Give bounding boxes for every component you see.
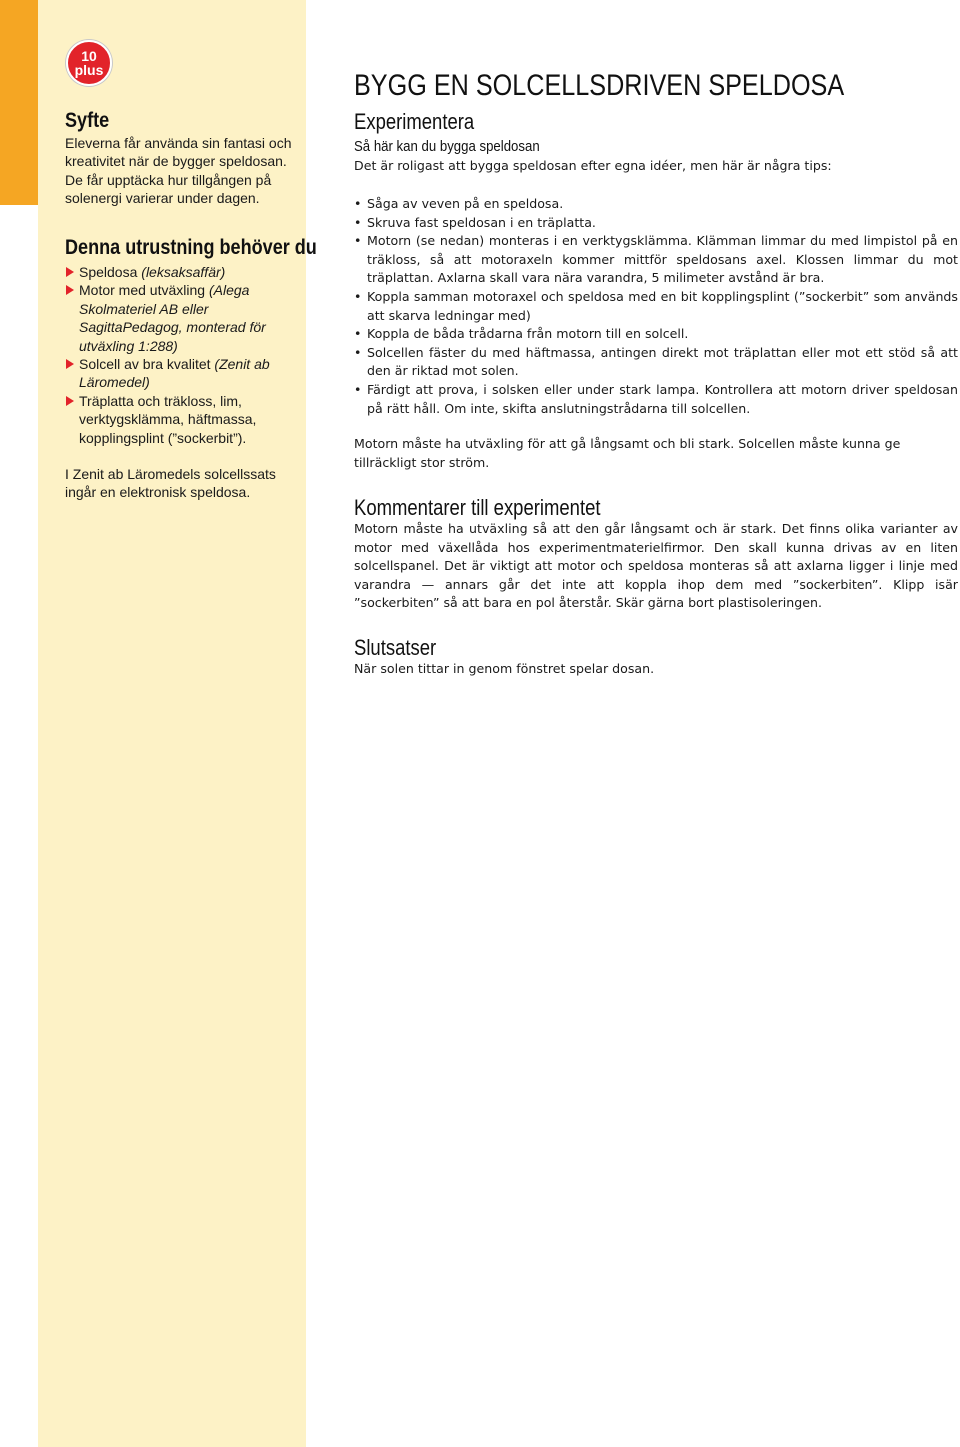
solar-kit-note: I Zenit ab Läromedels solcellssats ingår en elektronisk speldosa. xyxy=(65,466,276,501)
bullet-icon: • xyxy=(354,326,362,342)
howto-heading: Så här kan du bygga speldosan xyxy=(354,138,540,155)
page-title: BYGG EN SOLCELLSDRIVEN SPELDOSA xyxy=(354,69,845,102)
sidebar-panel xyxy=(38,0,317,1447)
list-item: • Koppla samman motoraxel och speldosa med en bit kopplingsplint (”sockerbit” som används att skarva ledningar med) xyxy=(354,288,958,323)
badge-number: 10 xyxy=(81,48,97,64)
equipment-section xyxy=(65,235,317,447)
bullet-icon: • xyxy=(354,214,362,230)
intro-text: Det är roligast att bygga speldosan efter egna idéer, men här är några tips: xyxy=(354,158,832,173)
bullet-icon: • xyxy=(354,344,362,360)
motor-note: Motorn måste ha utväxling för att gå långsamt och bli stark. Solcellen måste kunna ge tillräckligt stor ström. xyxy=(354,436,901,470)
comments-heading: Kommentarer till experimentet xyxy=(354,495,601,520)
ten-plus-badge-icon xyxy=(66,40,112,86)
triangle-bullet-icon xyxy=(66,396,74,406)
list-item: • Motorn (se nedan) monteras i en verktygsklämma. Klämman limmar du med limpistol på en träkloss, så att motoraxeln kommer mittför speldosans axel. Klossen limmar du mot träplattan. Axlarna skall vara nära varandra, 5 milimeter avstånd är bra. xyxy=(354,233,958,286)
triangle-bullet-icon xyxy=(66,359,74,369)
list-item: • Färdigt att prova, i solsken eller under stark lampa. Kontrollera att motorn driver speldosan på rätt håll. Om inte, skifta anslutningstrådarna till solcellen. xyxy=(354,381,958,416)
conclusions-text: När solen tittar in genom fönstret spelar dosan. xyxy=(354,661,655,676)
equipment-item: Solcell av bra kvalitet (Zenit ab Läromedel) xyxy=(65,355,303,392)
equipment-item: Motor med utväxling (Alega Skolmateriel AB eller SagittaPedagog, monterad för utväxling 1:288) xyxy=(65,281,303,355)
equipment-item: Träplatta och träkloss, lim, verktygsklämma, häftmassa, kopplingsplint (”sockerbit”). xyxy=(65,392,303,447)
syfte-section xyxy=(65,108,303,208)
syfte-text: Eleverna får använda sin fantasi och kreativitet när de bygger speldosan. De får upptäcka hur tillgången på solenergi varierar under dagen. xyxy=(65,135,292,207)
triangle-bullet-icon xyxy=(66,267,74,277)
bullet-icon: • xyxy=(354,381,362,397)
equipment-item: Speldosa (leksaksaffär) xyxy=(65,263,303,281)
syfte-heading: Syfte xyxy=(65,109,110,132)
tips-list xyxy=(354,195,958,418)
badge-label: plus xyxy=(74,62,104,78)
list-item: • Koppla de båda trådarna från motorn till en solcell. xyxy=(354,325,958,344)
comments-text: Motorn måste ha utväxling så att den går långsamt och är stark. Det finns olika varianter av motor med växellåda hos experimentmaterielfirmor. Den skall kunna drivas av en liten solcellspanel. Det är viktigt att motor och speldosa monteras så att axlarna ligger i linje med varandra — annars går det inte att koppla ihop dem med ”sockerbiten”. Klipp isär ”sockerbiten” så att bara en pol återstår. Skär gärna bort plastisoleringen. xyxy=(354,521,958,611)
list-item: • Solcellen fäster du med häftmassa, antingen direkt mot träplattan eller mot ett stöd så att den är riktad mot solen. xyxy=(354,344,958,379)
equipment-heading: Denna utrustning behöver du xyxy=(65,236,317,259)
equipment-list xyxy=(65,263,303,447)
triangle-bullet-icon xyxy=(66,285,74,295)
list-item: • Såga av veven på en speldosa. xyxy=(354,195,958,214)
experiment-heading: Experimentera xyxy=(354,109,475,134)
bullet-icon: • xyxy=(354,233,362,249)
list-item: • Skruva fast speldosan i en träplatta. xyxy=(354,214,958,233)
bullet-icon: • xyxy=(354,196,362,211)
conclusions-heading: Slutsatser xyxy=(354,635,437,660)
orange-accent-strip xyxy=(0,0,38,205)
bullet-icon: • xyxy=(354,288,362,304)
